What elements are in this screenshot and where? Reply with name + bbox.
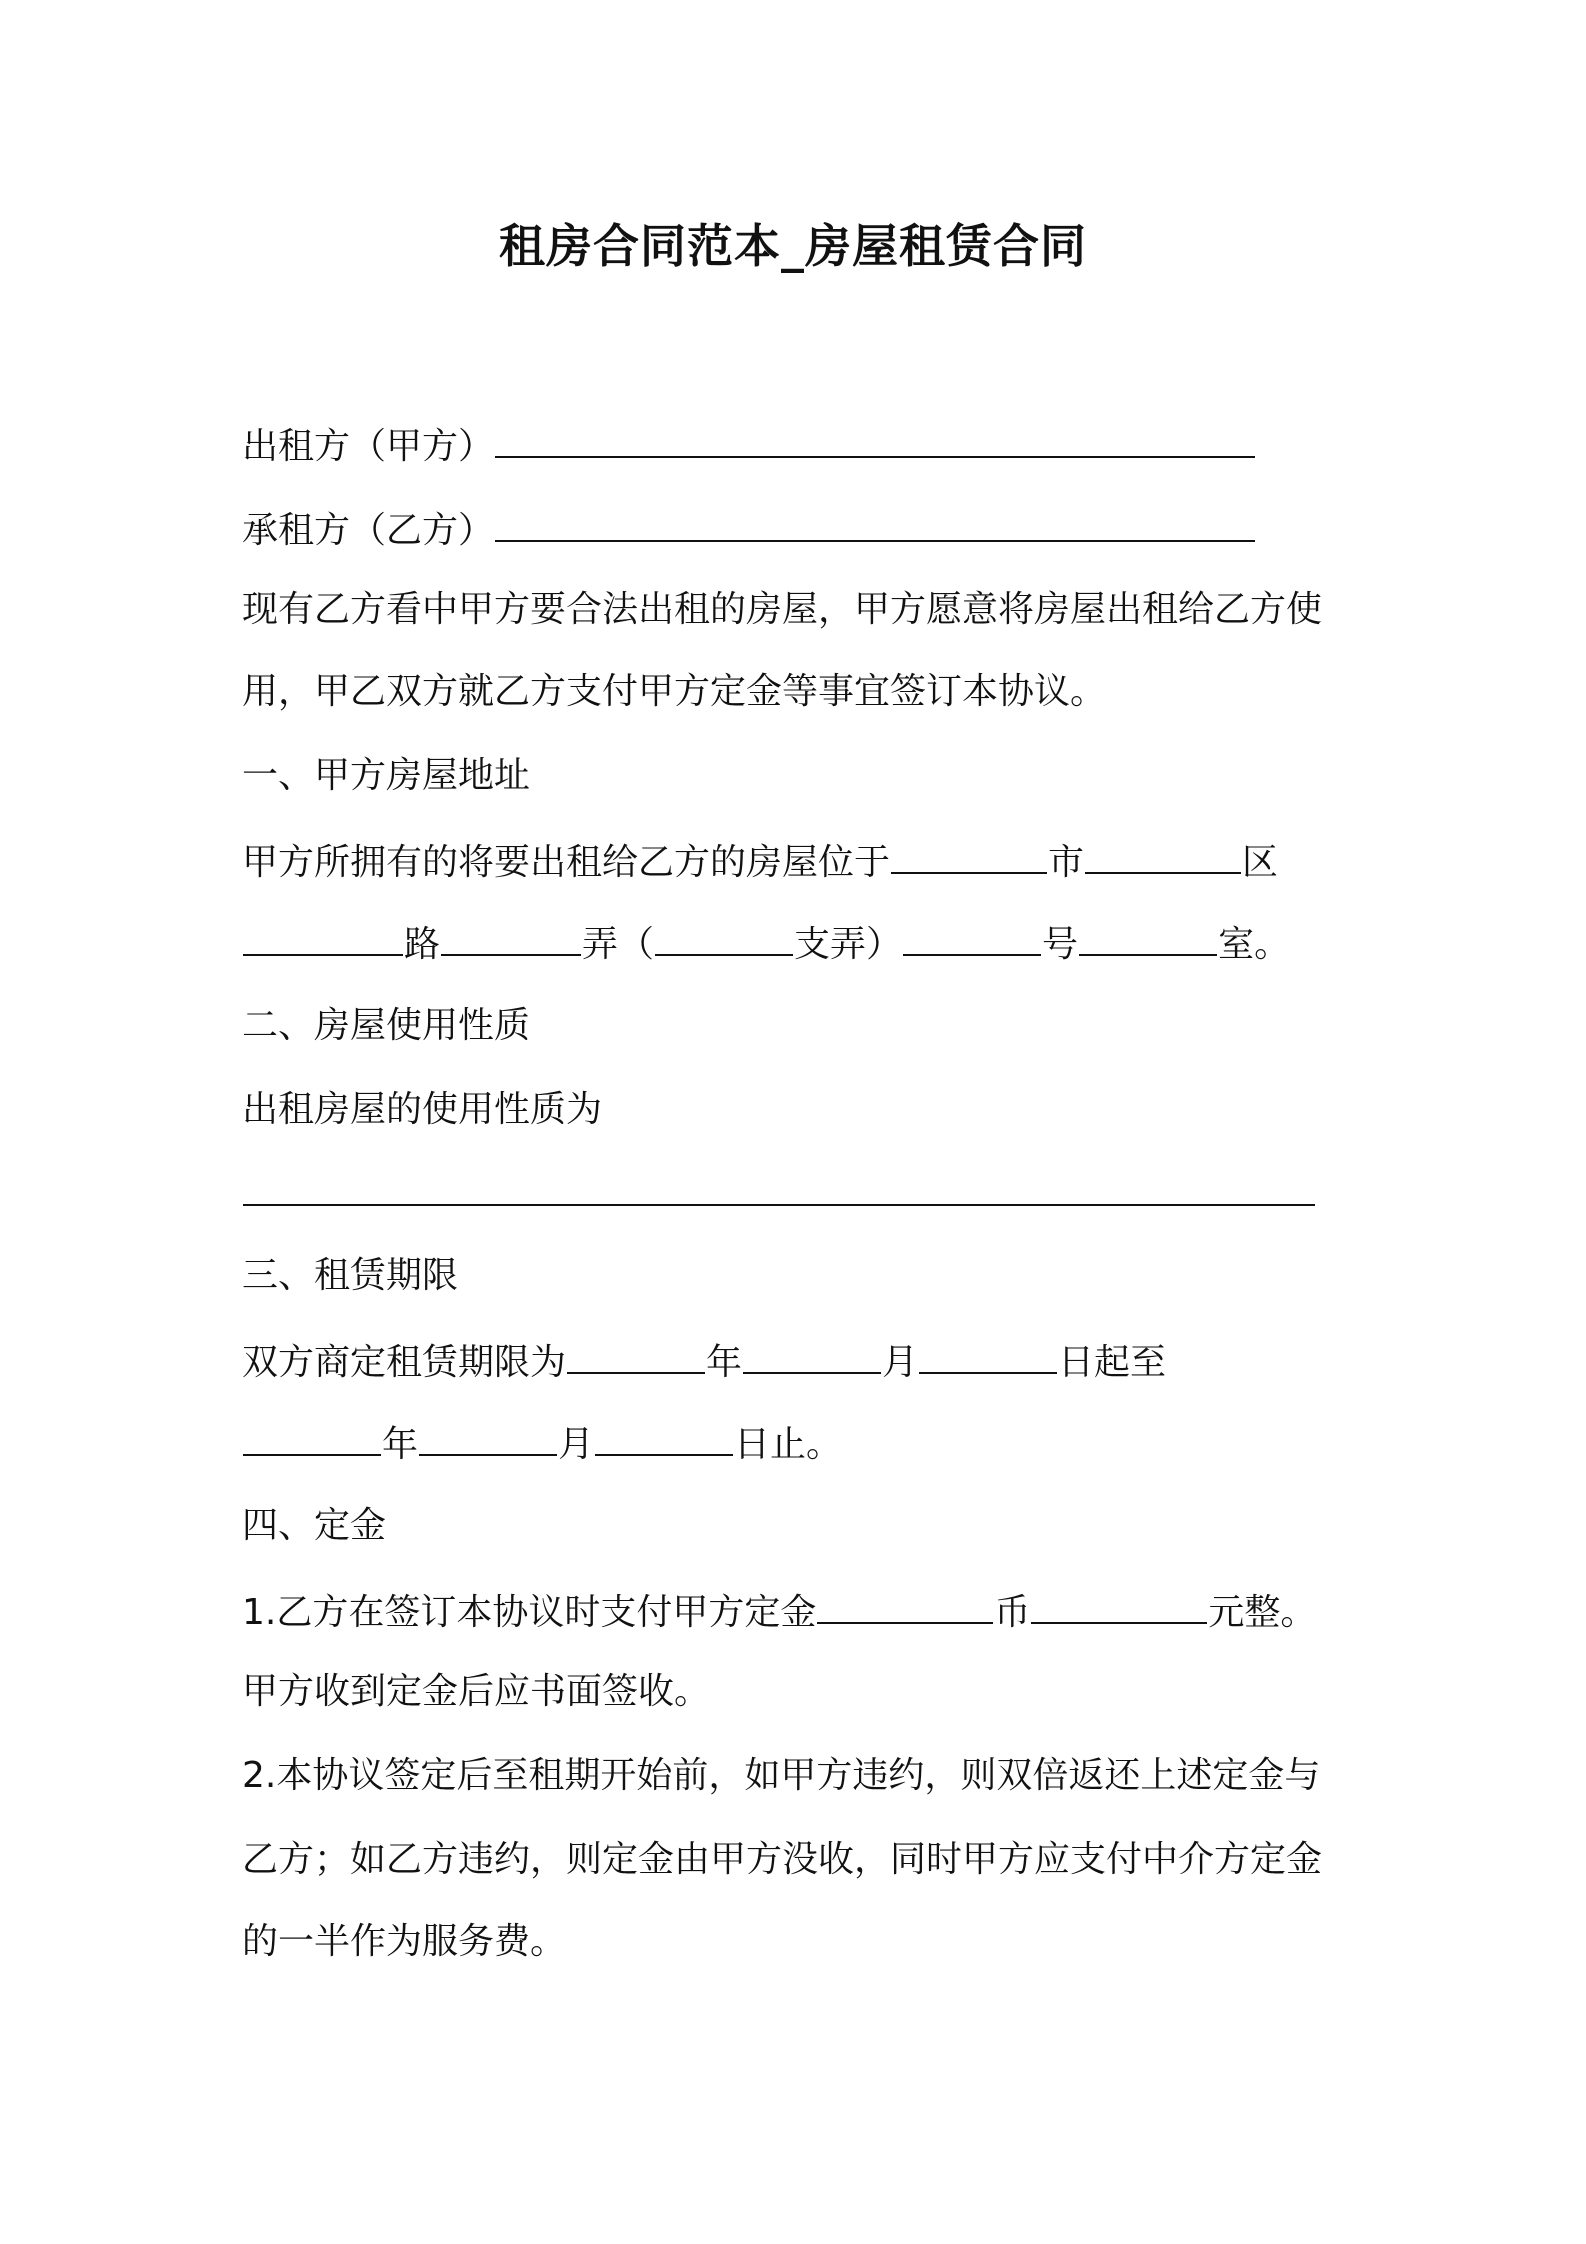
district-blank (1085, 834, 1241, 874)
city-label: 市 (1048, 842, 1085, 883)
term-line-1 (242, 1334, 1166, 1389)
start-day-label: 日起至 (1058, 1342, 1167, 1383)
deposit-line-2: 甲方收到定金后应书面签收。 (242, 1671, 711, 1712)
end-month-blank (419, 1416, 557, 1456)
address-line-1 (242, 834, 1278, 889)
road-blank (243, 916, 403, 956)
usage-line: 出租房屋的使用性质为 (242, 1089, 603, 1130)
party-a-blank (495, 418, 1255, 458)
end-day-label: 日止。 (734, 1424, 843, 1465)
party-b-blank (495, 502, 1255, 542)
deposit-amount-blank (1031, 1584, 1207, 1624)
intro-line-1: 现有乙方看中甲方要合法出租的房屋，甲方愿意将房屋出租给乙方使 (242, 589, 1323, 630)
usage-blank-line (242, 1166, 1316, 1221)
breach-line-2: 乙方；如乙方违约，则定金由甲方没收，同时甲方应支付中介方定金 (242, 1839, 1323, 1880)
start-day-blank (919, 1334, 1057, 1374)
start-year-blank (567, 1334, 705, 1374)
district-label: 区 (1242, 842, 1279, 883)
term-line-2 (242, 1416, 842, 1471)
start-month-blank (743, 1334, 881, 1374)
section-4-heading: 四、定金 (242, 1505, 387, 1546)
party-b-line (242, 502, 1256, 557)
party-b-label: 承租方（乙方） (242, 510, 495, 551)
currency-label: 币 (994, 1592, 1031, 1633)
start-month-label: 月 (882, 1342, 919, 1383)
end-day-blank (595, 1416, 733, 1456)
branch-lane-blank (655, 916, 793, 956)
deposit-line-1 (242, 1584, 1316, 1639)
end-month-label: 月 (558, 1424, 595, 1465)
city-blank (891, 834, 1047, 874)
end-year-blank (243, 1416, 381, 1456)
address-prefix: 甲方所拥有的将要出租给乙方的房屋位于 (242, 842, 891, 883)
lane-blank (441, 916, 581, 956)
section-1-heading: 一、甲方房屋地址 (242, 755, 531, 796)
room-label: 室。 (1218, 924, 1291, 965)
deposit-prefix: 1.乙方在签订本协议时支付甲方定金 (242, 1592, 817, 1633)
party-a-label: 出租方（甲方） (242, 426, 495, 467)
number-label: 号 (1042, 924, 1079, 965)
road-label: 路 (404, 924, 441, 965)
section-3-heading: 三、租赁期限 (242, 1255, 459, 1296)
room-blank (1079, 916, 1217, 956)
usage-blank (243, 1166, 1315, 1206)
yuan-label: 元整。 (1208, 1592, 1317, 1633)
number-blank (903, 916, 1041, 956)
document-title: 租房合同范本_房屋租赁合同 (499, 219, 1087, 273)
deposit-currency-blank (817, 1584, 993, 1624)
term-prefix: 双方商定租赁期限为 (242, 1342, 567, 1383)
lane-label: 弄（ (582, 924, 655, 965)
branch-lane-label: 支弄） (794, 924, 903, 965)
section-2-heading: 二、房屋使用性质 (242, 1005, 531, 1046)
breach-line-1: 2.本协议签定后至租期开始前，如甲方违约，则双倍返还上述定金与 (242, 1755, 1321, 1796)
intro-line-2: 用，甲乙双方就乙方支付甲方定金等事宜签订本协议。 (242, 671, 1107, 712)
start-year-label: 年 (706, 1342, 743, 1383)
party-a-line (242, 418, 1256, 473)
address-line-2 (242, 916, 1290, 971)
breach-line-3: 的一半作为服务费。 (242, 1921, 567, 1962)
end-year-label: 年 (382, 1424, 419, 1465)
